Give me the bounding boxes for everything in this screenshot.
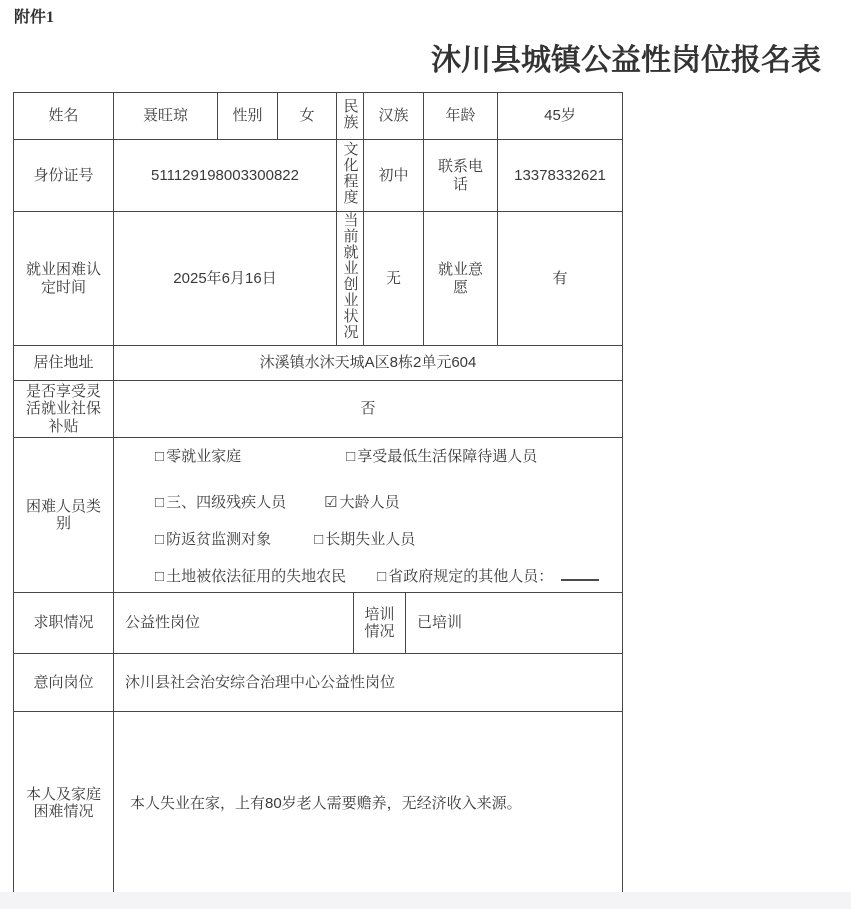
category-option-line bbox=[155, 530, 616, 550]
flexible-subsidy-label: 是否享受灵活就业社保补贴 bbox=[25, 383, 101, 435]
option-label: 零就业家庭 bbox=[166, 448, 242, 466]
training-value-cell: 已培训 bbox=[406, 593, 623, 654]
ethnicity-label: 民族 bbox=[341, 97, 359, 130]
employment-wish-label-cell bbox=[424, 212, 498, 346]
table-row bbox=[14, 212, 623, 346]
hardship-date-label-cell bbox=[14, 212, 114, 346]
hardship-date-value-cell: 2025年6月16日 bbox=[114, 212, 337, 346]
table-row bbox=[14, 654, 623, 712]
page-title: 沐川县城镇公益性岗位报名表 bbox=[431, 44, 821, 77]
employment-wish-value-cell: 有 bbox=[498, 212, 623, 346]
option-label: 三、四级残疾人员 bbox=[166, 494, 287, 512]
training-label: 培训情况 bbox=[364, 605, 395, 641]
flexible-subsidy-value-cell: 否 bbox=[114, 381, 623, 438]
family-hardship-label: 本人及家庭困难情况 bbox=[25, 786, 101, 821]
id-number-value-cell: 511129198003300822 bbox=[114, 140, 337, 212]
education-label-cell bbox=[337, 140, 364, 212]
ethnicity-value-cell: 汉族 bbox=[364, 93, 424, 140]
age-value-cell: 45岁 bbox=[498, 93, 623, 140]
name-value-cell: 聂旺琼 bbox=[114, 93, 218, 140]
option-label: 长期失业人员 bbox=[325, 531, 416, 549]
address-value-cell: 沐溪镇水沐天城A区8栋2单元604 bbox=[114, 346, 623, 381]
option-minimum-living-allowance bbox=[346, 447, 537, 467]
category-option-line bbox=[155, 447, 616, 467]
category-label: 困难人员类别 bbox=[25, 497, 101, 533]
table-row bbox=[14, 140, 623, 212]
current-status-label: 当前就业创业状况 bbox=[341, 212, 359, 341]
blank-underline bbox=[561, 566, 599, 581]
category-options-cell bbox=[114, 438, 623, 593]
application-form-table bbox=[13, 92, 623, 897]
gender-label-cell: 性别 bbox=[218, 93, 278, 140]
employment-wish-label: 就业意愿 bbox=[438, 261, 484, 296]
hardship-date-label: 就业困难认定时间 bbox=[25, 261, 101, 296]
option-long-term-unemployed bbox=[314, 530, 415, 550]
education-label: 文化程度 bbox=[341, 141, 359, 206]
name-label-cell: 姓名 bbox=[14, 93, 114, 140]
flexible-subsidy-label-cell bbox=[14, 381, 114, 438]
family-hardship-label-cell bbox=[14, 712, 114, 896]
checkbox-unchecked-icon: □ bbox=[346, 448, 356, 466]
job-seeking-label-cell: 求职情况 bbox=[14, 593, 114, 654]
table-row bbox=[14, 438, 623, 593]
address-label-cell: 居住地址 bbox=[14, 346, 114, 381]
phone-value-cell: 13378332621 bbox=[498, 140, 623, 212]
checkbox-unchecked-icon: □ bbox=[155, 448, 165, 466]
table-row bbox=[14, 346, 623, 381]
category-option-line bbox=[155, 566, 616, 587]
phone-label-cell bbox=[424, 140, 498, 212]
current-status-label-cell bbox=[337, 212, 364, 346]
option-other-provincial bbox=[377, 566, 599, 587]
option-older-age-person bbox=[324, 493, 399, 513]
option-label: 土地被依法征用的失地农民 bbox=[166, 568, 347, 586]
option-landless-farmer bbox=[155, 567, 373, 587]
table-row bbox=[14, 93, 623, 140]
option-label: 享受最低生活保障待遇人员 bbox=[357, 448, 538, 466]
checkbox-unchecked-icon: □ bbox=[155, 494, 165, 512]
option-label: 省政府规定的其他人员： bbox=[388, 568, 554, 586]
checkbox-unchecked-icon: □ bbox=[155, 568, 165, 586]
category-label-cell bbox=[14, 438, 114, 593]
ethnicity-label-cell bbox=[337, 93, 364, 140]
option-label: 大龄人员 bbox=[339, 494, 400, 512]
job-seeking-value-cell: 公益性岗位 bbox=[114, 593, 354, 654]
id-number-label-cell: 身份证号 bbox=[14, 140, 114, 212]
education-value-cell: 初中 bbox=[364, 140, 424, 212]
intended-post-label-cell: 意向岗位 bbox=[14, 654, 114, 712]
gender-value-cell: 女 bbox=[278, 93, 337, 140]
option-grade-3-4-disabled bbox=[155, 493, 320, 513]
checkbox-unchecked-icon: □ bbox=[155, 531, 165, 549]
option-label: 防返贫监测对象 bbox=[166, 531, 272, 549]
attachment-label: 附件1 bbox=[14, 9, 55, 26]
page-bottom-strip bbox=[0, 892, 851, 909]
table-row bbox=[14, 593, 623, 654]
option-zero-employment-family bbox=[155, 447, 342, 467]
table-row bbox=[14, 381, 623, 438]
table-row bbox=[14, 712, 623, 896]
phone-label: 联系电话 bbox=[438, 158, 484, 193]
family-hardship-value-cell: 本人失业在家，上有80岁老人需要赡养，无经济收入来源。 bbox=[114, 712, 623, 896]
checkbox-unchecked-icon: □ bbox=[377, 568, 387, 586]
checkbox-checked-icon: ☑ bbox=[324, 494, 338, 512]
age-label-cell: 年龄 bbox=[424, 93, 498, 140]
intended-post-value-cell: 沐川县社会治安综合治理中心公益性岗位 bbox=[114, 654, 623, 712]
training-label-cell bbox=[354, 593, 406, 654]
checkbox-unchecked-icon: □ bbox=[314, 531, 324, 549]
current-status-value-cell: 无 bbox=[364, 212, 424, 346]
option-poverty-return-monitoring bbox=[155, 530, 310, 550]
category-option-line bbox=[155, 493, 616, 513]
